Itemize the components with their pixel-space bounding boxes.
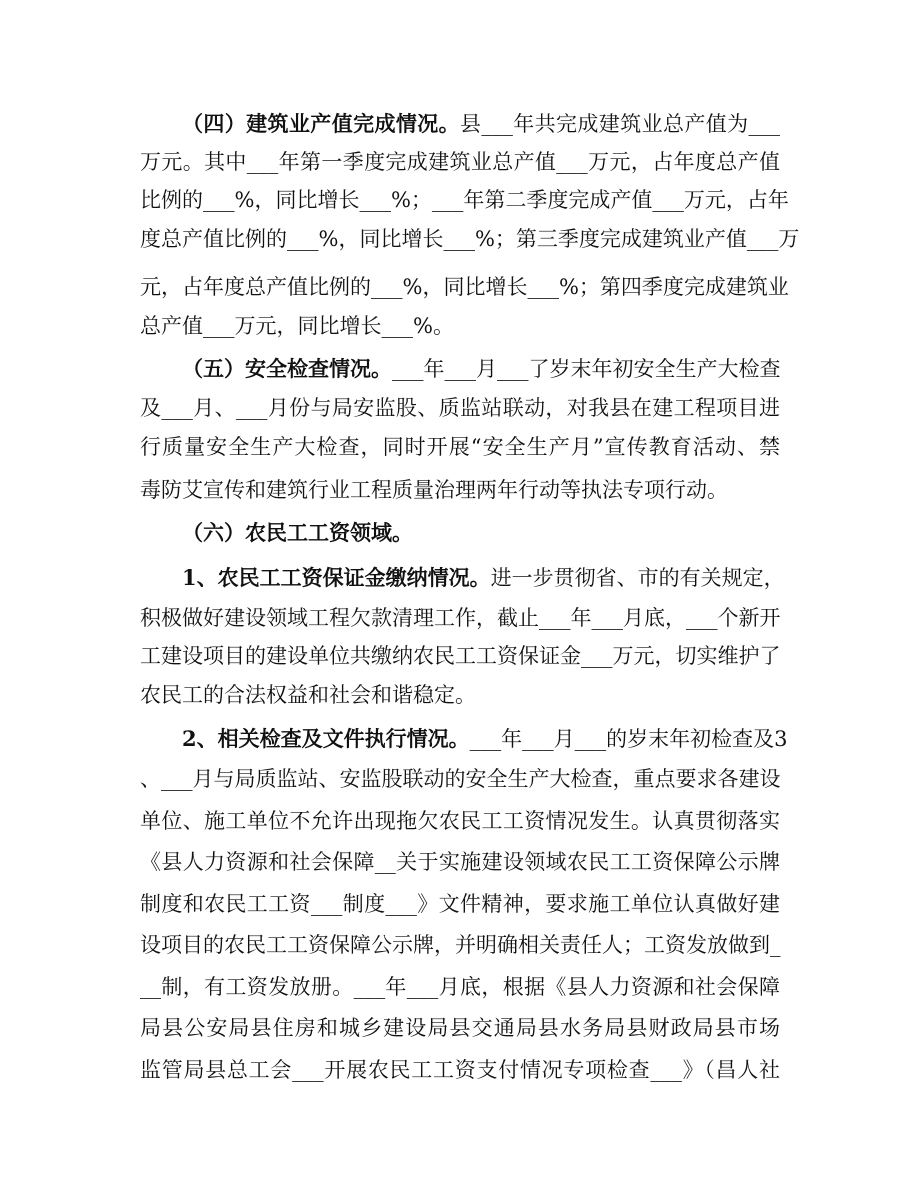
paragraph-line: 工建设项目的建设单位共缴纳农民工工资保证金___万元，切实维护了 <box>140 644 781 668</box>
paragraph-line: （五）安全检查情况。___年___月___了岁末年初安全生产大检查 <box>182 356 781 381</box>
paragraph-line: 行质量安全生产大检查，同时开展“安全生产月”宣传教育活动、禁 <box>140 435 780 459</box>
paragraph-line: 元，占年度总产值比例的___%，同比增长___%；第四季度完成建筑业 <box>140 275 789 299</box>
paragraph-line: 比例的___%，同比增长___%；___年第二季度完成产值___万元，占年 <box>140 188 789 212</box>
paragraph-line: 农民工的合法权益和社会和谐稳定。 <box>140 683 476 707</box>
paragraph-line: 毒防艾宣传和建筑行业工程质量治理两年行动等执法专项行动。 <box>140 478 728 502</box>
section-heading: 1、农民工工资保证金缴纳情况。 <box>182 565 491 590</box>
paragraph-line: 制度和农民工工资___制度___》文件精神，要求施工单位认真做好建 <box>140 892 780 916</box>
section-heading: （五）安全检查情况。 <box>182 356 392 381</box>
paragraph-line: 2、相关检查及文件执行情况。___年___月___的岁末年初检查及3 <box>182 726 788 751</box>
paragraph-line <box>182 514 780 552</box>
paragraph-line: 总产值___万元，同比增长___%。 <box>140 314 454 338</box>
paragraph-line: （四）建筑业产值完成情况。县___年共完成建筑业总产值为___ <box>182 111 780 136</box>
paragraph-line: __制，有工资发放册。___年___月底，根据《县人力资源和社会保障 <box>140 975 780 999</box>
section-heading: （四）建筑业产值完成情况。 <box>182 111 460 136</box>
section-heading: 2、相关检查及文件执行情况。 <box>182 726 470 751</box>
paragraph-line: 单位、施工单位不允许出现拖欠农民工工资情况发生。认真贯彻落实 <box>140 809 780 833</box>
paragraph-line: 设项目的农民工工资保障公示牌，并明确相关责任人；工资发放做到_ <box>140 933 781 957</box>
paragraph-line: 积极做好建设领域工程欠款清理工作，截止___年___月底，___个新开 <box>140 606 781 630</box>
paragraph-line: 度总产值比例的___%，同比增长___%；第三季度完成建筑业产值___万 <box>140 227 800 251</box>
paragraph-line: 及___月、___月份与局安监股、质监站联动，对我县在建工程项目进 <box>140 396 780 420</box>
paragraph-line: 局县公安局县住房和城乡建设局县交通局县水务局县财政局县市场 <box>140 1016 780 1040</box>
paragraph-line: 监管局县总工会___开展农民工工资支付情况专项检查___》（昌人社 <box>140 1058 780 1082</box>
paragraph-line: 1、农民工工资保证金缴纳情况。进一步贯彻省、市的有关规定， <box>182 565 785 590</box>
section-heading: （六）农民工工资领域。 <box>182 520 413 545</box>
paragraph-line: 《县人力资源和社会保障__关于实施建设领域农民工工资保障公示牌 <box>140 850 780 874</box>
paragraph-line: 、___月与局质监站、安监股联动的安全生产大检查，重点要求各建设 <box>140 767 781 791</box>
paragraph-line: 万元。其中___年第一季度完成建筑业总产值___万元，占年度总产值 <box>140 150 780 174</box>
